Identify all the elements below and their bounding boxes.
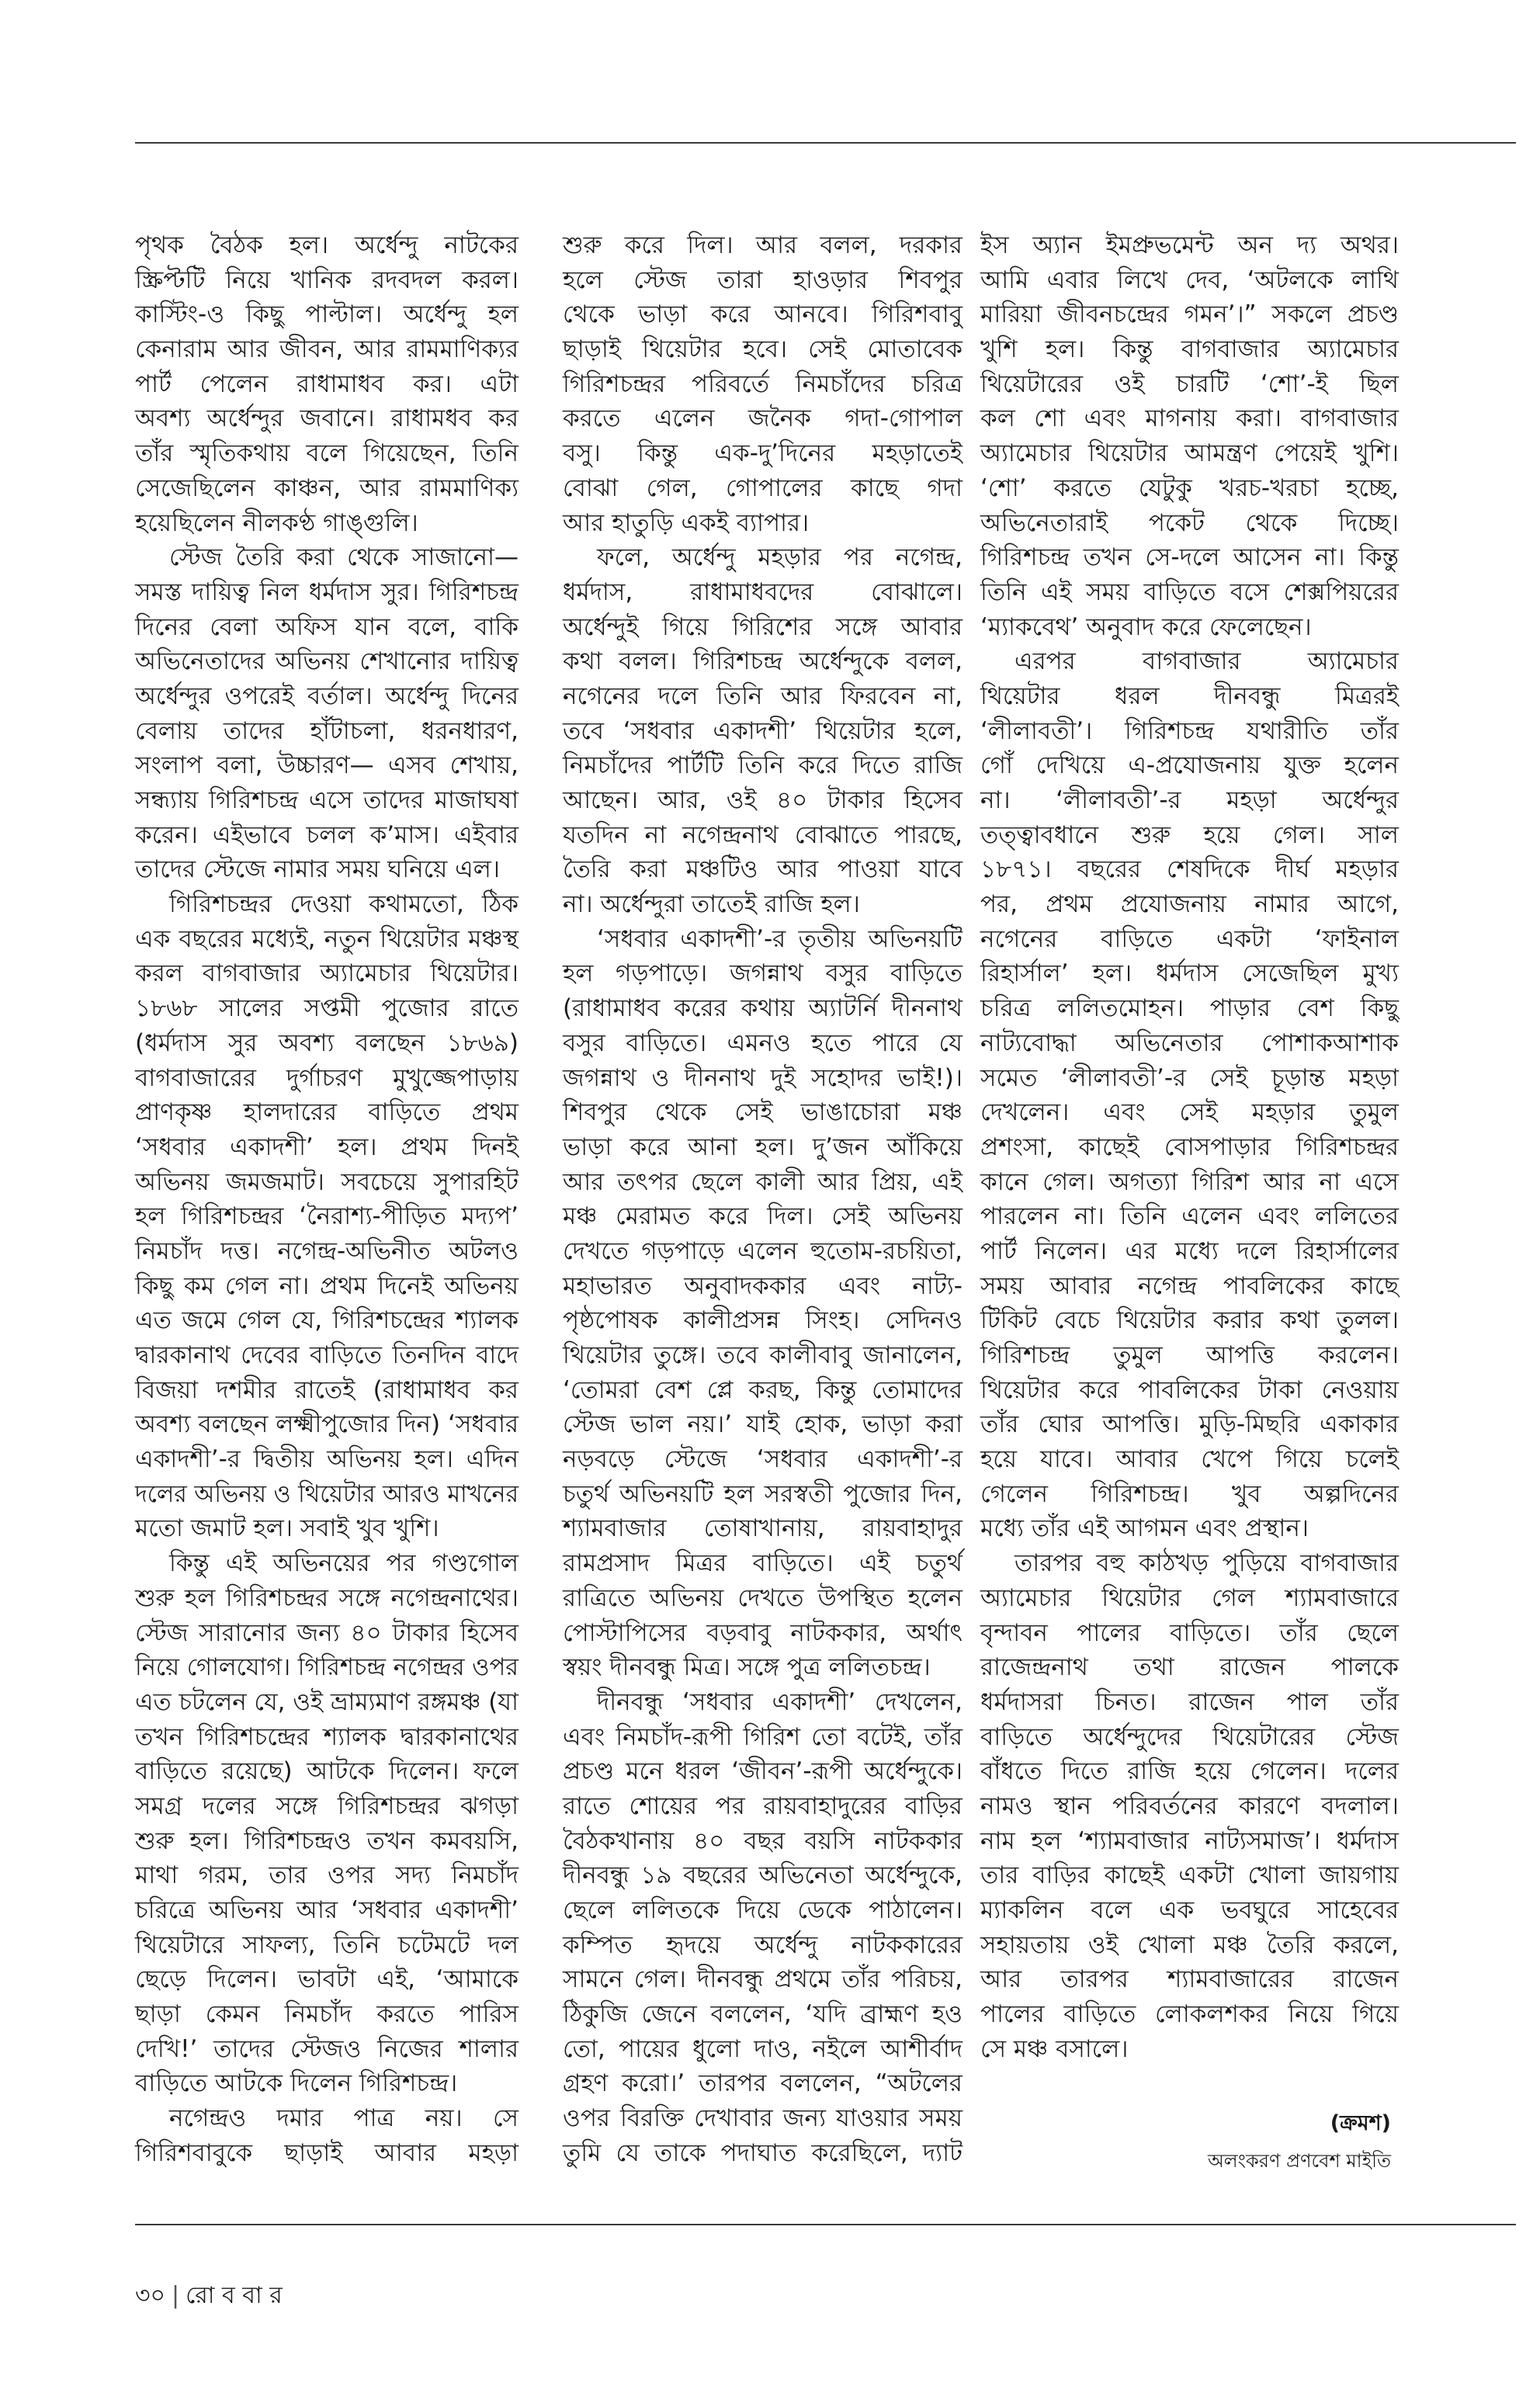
text-line: শিবপুর থেকে সেই ভাঙাচোরা মঞ্চ	[563, 1098, 962, 1127]
text-line: রামপ্রসাদ মিত্রর বাড়িতে। এই চতুর্থ	[563, 1549, 962, 1578]
article-column-3	[980, 228, 1399, 2066]
paragraph	[980, 644, 1399, 1546]
text-line: চরিত্রে অভিনয় আর ‘সধবার একাদশী’	[135, 1896, 519, 1924]
text-line: তখন গিরিশচন্দ্রের শ্যালক দ্বারকানাথের	[135, 1722, 519, 1751]
paragraph	[135, 2101, 519, 2170]
text-line: বেলায় তাদের হাঁটাচলা, ধরনধারণ,	[135, 716, 519, 745]
text-line: তার বাড়ির কাছেই একটা খোলা জায়গায়	[980, 1861, 1399, 1890]
text-line: সংলাপ বলা, উচ্চারণ— এসব শেখায়,	[135, 751, 519, 780]
top-rule	[135, 142, 1516, 144]
text-line: এত চটলেন যে, ওই ভ্রাম্যমাণ রঙ্গমঞ্চ (যা	[135, 1687, 519, 1716]
paragraph	[563, 1685, 962, 2171]
text-line: আর তারপর শ্যামবাজারের রাজেন	[980, 1965, 1399, 1994]
text-line: সমগ্র দলের সঙ্গে গিরিশচন্দ্রর ঝগড়া	[135, 1791, 519, 1820]
text-line: তাঁর স্মৃতিকথায় বলে গিয়েছেন, তিনি	[135, 439, 519, 468]
text-line: গ্রহণ করো।’ তারপর বললেন, “অটলের	[563, 2069, 962, 2098]
text-line: সেজেছিলেন কাঞ্চন, আর রামমাণিক্য	[135, 473, 519, 502]
text-line: মহাভারত অনুবাদককার এবং নাট্য-	[563, 1271, 962, 1300]
text-line: ধর্মদাসরা চিনত। রাজেন পাল তাঁর	[980, 1687, 1399, 1716]
text-line: জগন্নাথ ও দীননাথ দুই সহোদর ভাই!)।	[563, 1063, 962, 1092]
illustration-credit: অলংকরণ প্রণবেশ মাইতি	[1207, 2150, 1391, 2172]
text-line: রাতে শোয়ের পর রায়বাহাদুরের বাড়ির	[563, 1791, 962, 1820]
text-line: করেন। এইভাবে চলল ক’মাস। এইবার	[135, 820, 519, 849]
text-line: দলের অভিনয় ও থিয়েটার আরও মাখনের	[135, 1479, 519, 1508]
text-line: বাড়িতে রয়েছে) আটকে দিলেন। ফলে	[135, 1757, 519, 1786]
text-line: নামও স্থান পরিবর্তনের কারণে বদলাল।	[980, 1791, 1399, 1820]
text-line: তারপর বহু কাঠখড় পুড়িয়ে বাগবাজার	[1015, 1549, 1399, 1578]
text-line: ধর্মদাস, রাধামাধবদের বোঝালে।	[563, 577, 962, 606]
text-line: নিমচাঁদ দত্ত। নগেন্দ্র-অভিনীত অটলও	[135, 1236, 519, 1265]
text-line: রিহার্সাল’ হল। ধর্মদাস সেজেছিল মুখ্য	[980, 959, 1399, 988]
text-line: তুমি যে তাকে পদাঘাত করেছিলে, দ্যাট	[563, 2138, 962, 2167]
text-line: নাট্যবোদ্ধা অভিনেতার পোশাকআশাক	[980, 1028, 1399, 1057]
text-line: বৈঠকখানায় ৪০ বছর বয়সি নাটককার	[563, 1826, 962, 1855]
text-line: স্টেজ তৈরি করা থেকে সাজানো—	[169, 543, 519, 572]
text-line: মঞ্চ মেরামত করে দিল। সেই অভিনয়	[563, 1202, 962, 1231]
text-line: কিছু কম গেল না। প্রথম দিনেই অভিনয়	[135, 1271, 519, 1300]
text-line: তাঁর ঘোর আপত্তি। মুড়ি-মিছরি একাকার	[980, 1410, 1399, 1439]
footer-separator: |	[172, 2282, 180, 2309]
text-line: ছেড়ে দিলেন। ভাবটা এই, ‘আমাকে	[135, 1965, 519, 1994]
text-line: আর তৎপর ছেলে কালী আর প্রিয়, এই	[563, 1167, 962, 1196]
text-line: ইস অ্যান ইমপ্রুভমেন্ট অন দ্য অথর।	[980, 231, 1399, 259]
text-line: সে মঞ্চ বসালে।	[980, 2034, 1129, 2063]
text-line: থিয়েটার করে পাবলিকের টাকা নেওয়ায়	[980, 1375, 1399, 1404]
text-line: ‘সধবার একাদশী’-র তৃতীয় অভিনয়টি	[597, 924, 962, 953]
text-line: করল বাগবাজার অ্যামেচার থিয়েটার।	[135, 959, 519, 988]
article-column-2	[563, 228, 962, 2171]
paragraph	[980, 228, 1399, 644]
text-line: নগেন্দ্রও দমার পাত্র নয়। সে	[169, 2104, 519, 2133]
text-line: তৈরি করা মঞ্চটিও আর পাওয়া যাবে	[563, 855, 962, 884]
text-line: অর্ধেন্দুই গিয়ে গিরিশের সঙ্গে আবার	[563, 612, 962, 641]
text-line: তত্ত্বাবধানে শুরু হয়ে গেল। সাল	[980, 820, 1399, 849]
text-line: ‘লীলাবতী’। গিরিশচন্দ্র যথারীতি তাঁর	[980, 716, 1399, 745]
text-line: দেখতে গড়পাড়ে এলেন হুতোম-রচয়িতা,	[563, 1236, 962, 1265]
text-line: হয়েছিলেন নীলকণ্ঠ গাঙ্গুলি।	[135, 508, 418, 537]
paragraph	[563, 228, 962, 540]
text-line: প্রচণ্ড মনে ধরল ‘জীবন’-রূপী অর্ধেন্দুকে।	[563, 1757, 962, 1786]
paragraph	[135, 887, 519, 1546]
paragraph	[135, 228, 519, 540]
text-line: সমস্ত দায়িত্ব নিল ধর্মদাস সুর। গিরিশচন্দ্র	[135, 577, 519, 606]
text-line: থিয়েটারে সাফল্য, তিনি চটেমটে দল	[135, 1930, 519, 1959]
text-line: আমি এবার লিখে দেব, ‘অটলকে লাথি	[980, 265, 1399, 294]
text-line: ‘সধবার একাদশী’ হল। প্রথম দিনই	[135, 1132, 519, 1161]
text-line: বাড়িতে অর্ধেন্দুদের থিয়েটারের স্টেজ	[980, 1722, 1399, 1751]
text-line: ‘শো’ করতে যেটুকু খরচ-খরচা হচ্ছে,	[980, 473, 1399, 502]
text-line: মতো জমাট হল। সবাই খুব খুশি।	[135, 1514, 439, 1543]
text-line: আর হাতুড়ি একই ব্যাপার।	[563, 508, 810, 537]
text-line: দীনবন্ধু ১৯ বছরের অভিনেতা অর্ধেন্দুকে,	[563, 1861, 962, 1890]
text-line: শুরু করে দিল। আর বলল, দরকার	[563, 231, 962, 259]
text-line: গিরিশবাবুকে ছাড়াই আবার মহড়া	[135, 2138, 519, 2167]
text-line: স্টেজ সারানোর জন্য ৪০ টাকার হিসেব	[135, 1618, 519, 1647]
text-line: আছেন। আর, ওই ৪০ টাকার হিসেব	[563, 786, 962, 814]
text-line: ‘তোমরা বেশ প্লে করছ, কিন্তু তোমাদের	[563, 1375, 962, 1404]
text-line: গিরিশচন্দ্রর দেওয়া কথামতো, ঠিক	[169, 890, 519, 919]
text-line: মাথা গরম, তার ওপর সদ্য নিমচাঁদ	[135, 1861, 519, 1890]
text-line: অভিনয় জমজমাট। সবচেয়ে সুপারহিট	[135, 1167, 519, 1196]
text-line: অবশ্য অর্ধেন্দুর জবানে। রাধামধব কর	[135, 404, 519, 433]
text-line: থিয়েটার তুঙ্গে। তবে কালীবাবু জানালেন,	[563, 1341, 962, 1369]
text-line: কেনারাম আর জীবন, আর রামমাণিক্যর	[135, 335, 519, 364]
text-line: গিরিশচন্দ্রর পরিবর্তে নিমচাঁদের চরিত্র	[563, 369, 962, 398]
text-line: খুশি হল। কিন্তু বাগবাজার অ্যামেচার	[980, 335, 1399, 364]
text-line: (ধর্মদাস সুর অবশ্য বলছেন ১৮৬৯)	[135, 1028, 519, 1057]
text-line: ‘ম্যাকবেথ’ অনুবাদ করে ফেলেছেন।	[980, 612, 1312, 641]
text-line: দীনবন্ধু ‘সধবার একাদশী’ দেখলেন,	[597, 1687, 962, 1716]
text-line: হল গড়পাড়ে। জগন্নাথ বসুর বাড়িতে	[563, 959, 962, 988]
text-line: ভাড়া করে আনা হল। দু’জন আঁকিয়ে	[563, 1132, 962, 1161]
text-line: হলে স্টেজ তারা হাওড়ার শিবপুর	[563, 265, 962, 294]
text-line: নড়বড়ে স্টেজে ‘সধবার একাদশী’-র	[563, 1445, 962, 1474]
text-line: সমেত ‘লীলাবতী’-র সেই চূড়ান্ত মহড়া	[980, 1063, 1399, 1092]
text-line: তাদের স্টেজে নামার সময় ঘনিয়ে এল।	[135, 855, 500, 884]
text-line: যতদিন না নগেন্দ্রনাথ বোঝাতে পারছে,	[563, 820, 962, 849]
to-be-continued-note: (ক্রমশ)	[1330, 2111, 1391, 2135]
text-line: স্বয়ং দীনবন্ধু মিত্র। সঙ্গে পুত্র ললিতচন্দ্র।	[563, 1653, 931, 1682]
text-line: কল শো এবং মাগনায় করা। বাগবাজার	[980, 404, 1399, 433]
text-line: ছেলে ললিতকে দিয়ে ডেকে পাঠালেন।	[563, 1896, 962, 1924]
text-line: গিরিশচন্দ্র তুমুল আপত্তি করলেন।	[980, 1341, 1399, 1369]
text-line: ১৮৭১। বছরের শেষদিকে দীর্ঘ মহড়ার	[980, 855, 1399, 884]
text-line: রাত্রিতে অভিনয় দেখতে উপস্থিত হলেন	[563, 1583, 962, 1612]
text-line: সহায়তায় ওই খোলা মঞ্চ তৈরি করলে,	[980, 1930, 1399, 1959]
text-line: স্টেজ ভাল নয়।’ যাই হোক, ভাড়া করা	[563, 1410, 962, 1439]
text-line: প্রশংসা, কাছেই বোসপাড়ার গিরিশচন্দ্রর	[980, 1132, 1399, 1161]
bottom-rule	[135, 2224, 1516, 2225]
text-line: অ্যামেচার থিয়েটার গেল শ্যামবাজারে	[980, 1583, 1399, 1612]
text-line: বিজয়া দশমীর রাতেই (রাধামাধব কর	[135, 1375, 519, 1404]
text-line: হল গিরিশচন্দ্রর ‘নৈরাশ্য-পীড়িত মদ্যপ’	[135, 1202, 519, 1231]
text-line: ১৮৬৮ সালের সপ্তমী পুজোর রাতে	[135, 994, 519, 1023]
text-line: চরিত্র ললিতমোহন। পাড়ার বেশ কিছু	[980, 994, 1399, 1023]
text-line: রাজেন্দ্রনাথ তথা রাজেন পালকে	[980, 1653, 1399, 1682]
text-line: একাদশী’-র দ্বিতীয় অভিনয় হল। এদিন	[135, 1445, 519, 1474]
text-line: স্ক্রিপ্টটি নিয়ে খানিক রদবদল করল।	[135, 265, 519, 294]
text-line: অর্ধেন্দুর ওপরেই বর্তাল। অর্ধেন্দু দিনের	[135, 681, 519, 710]
text-line: পৃষ্ঠপোষক কালীপ্রসন্ন সিংহ। সেদিনও	[563, 1306, 962, 1335]
text-line: দ্বারকানাথ দেবের বাড়িতে তিনদিন বাদে	[135, 1341, 519, 1369]
text-line: টিকিট বেচে থিয়েটার করার কথা তুলল।	[980, 1306, 1399, 1335]
text-line: ছাড়াই থিয়েটার হবে। সেই মোতাবেক	[563, 335, 962, 364]
text-line: হয়ে যাবে। আবার খেপে গিয়ে চলেই	[980, 1445, 1399, 1474]
paragraph	[563, 922, 962, 1685]
text-line: শ্যামবাজার তোষাখানায়, রায়বাহাদুর	[563, 1514, 962, 1543]
text-line: না। ‘লীলাবতী’-র মহড়া অর্ধেন্দুর	[980, 786, 1399, 814]
text-line: বাঁধতে দিতে রাজি হয়ে গেলেন। দলের	[980, 1757, 1399, 1786]
text-line: (রাধামাধব করের কথায় অ্যাটর্নি দীননাথ	[563, 994, 962, 1023]
text-line: দেখলেন। এবং সেই মহড়ার তুমুল	[980, 1098, 1399, 1127]
text-line: শুরু হল। গিরিশচন্দ্রও তখন কমবয়সি,	[135, 1826, 519, 1855]
text-line: কম্পিত হৃদয়ে অর্ধেন্দু নাটককারের	[563, 1930, 962, 1959]
text-line: পোস্টাপিসের বড়বাবু নাটককার, অর্থাৎ	[563, 1618, 962, 1647]
text-line: বাড়িতে আটকে দিলেন গিরিশচন্দ্র।	[135, 2069, 458, 2098]
text-line: পর, প্রথম প্রযোজনায় নামার আগে,	[980, 890, 1399, 919]
text-line: সময় আবার নগেন্দ্র পাবলিকের কাছে	[980, 1271, 1399, 1300]
text-line: তবে ‘সধবার একাদশী’ থিয়েটার হলে,	[563, 716, 962, 745]
text-line: দেখি!’ তাদের স্টেজও নিজের শালার	[135, 2034, 519, 2063]
text-line: পার্ট নিলেন। এর মধ্যে দলে রিহার্সালের	[980, 1236, 1399, 1265]
text-line: এরপর বাগবাজার অ্যামেচার	[1015, 647, 1399, 676]
text-line: পৃথক বৈঠক হল। অর্ধেন্দু নাটকের	[135, 231, 519, 259]
text-line: না। অর্ধেন্দুরা তাতেই রাজি হল।	[563, 890, 860, 919]
text-line: সন্ধ্যায় গিরিশচন্দ্র এসে তাদের মাজাঘষা	[135, 786, 519, 814]
text-line: ঠিকুজি জেনে বললেন, ‘যদি ব্রাহ্মণ হও	[563, 2000, 962, 2029]
text-line: অবশ্য বলছেন লক্ষ্মীপুজোর দিন) ‘সধবার	[135, 1410, 519, 1439]
text-line: ফলে, অর্ধেন্দু মহড়ার পর নগেন্দ্র,	[597, 543, 962, 572]
article-column-1	[135, 228, 519, 2171]
text-line: বসুর বাড়িতে। এমনও হতে পারে যে	[563, 1028, 962, 1057]
text-line: পার্ট পেলেন রাধামাধব কর। এটা	[135, 369, 519, 398]
text-line: কাস্টিং-ও কিছু পাল্টাল। অর্ধেন্দু হল	[135, 300, 519, 329]
text-line: থিয়েটারের ওই চারটি ‘শো’-ই ছিল	[980, 369, 1399, 398]
text-line: তিনি এই সময় বাড়িতে বসে শেক্সপিয়রের	[980, 577, 1399, 606]
text-line: কথা বলল। গিরিশচন্দ্র অর্ধেন্দুকে বলল,	[563, 647, 962, 676]
text-line: মধ্যে তাঁর এই আগমন এবং প্রস্থান।	[980, 1514, 1309, 1543]
text-line: পারলেন না। তিনি এলেন এবং ললিতের	[980, 1202, 1399, 1231]
text-line: এবং নিমচাঁদ-রূপী গিরিশ তো বটেই, তাঁর	[563, 1722, 962, 1751]
text-line: দিনের বেলা অফিস যান বলে, বাকি	[135, 612, 519, 641]
text-line: এত জমে গেল যে, গিরিশচন্দ্রের শ্যালক	[135, 1306, 519, 1335]
text-line: অ্যামেচার থিয়েটার আমন্ত্রণ পেয়েই খুশি।	[980, 439, 1399, 468]
text-line: নিমচাঁদের পার্টটি তিনি করে দিতে রাজি	[563, 751, 962, 780]
text-line: নগেনের দলে তিনি আর ফিরবেন না,	[563, 681, 962, 710]
text-line: গেলেন গিরিশচন্দ্র। খুব অল্পদিনের	[980, 1479, 1399, 1508]
text-line: চতুর্থ অভিনয়টি হল সরস্বতী পুজোর দিন,	[563, 1479, 962, 1508]
text-line: বৃন্দাবন পালের বাড়িতে। তাঁর ছেলে	[980, 1618, 1399, 1647]
paragraph	[135, 540, 519, 887]
text-line: অভিনেতারাই পকেট থেকে দিচ্ছে।	[980, 508, 1399, 537]
paragraph	[563, 540, 962, 922]
text-line: নাম হল ‘শ্যামবাজার নাট্যসমাজ’। ধর্মদাস	[980, 1826, 1399, 1855]
text-line: ওপর বিরক্তি দেখাবার জন্য যাওয়ার সময়	[563, 2104, 962, 2133]
magazine-name: রো ব বা র	[186, 2282, 283, 2309]
text-line: তো, পায়ের ধুলো দাও, নইলে আশীর্বাদ	[563, 2034, 962, 2063]
text-line: মারিয়া জীবনচন্দ্রের গমন’।” সকলে প্রচণ্ড	[980, 300, 1399, 329]
text-line: সামনে গেল। দীনবন্ধু প্রথমে তাঁর পরিচয়,	[563, 1965, 962, 1994]
text-line: ম্যাকলিন বলে এক ভবঘুরে সাহেবের	[980, 1896, 1399, 1924]
text-line: প্রাণকৃষ্ণ হালদারের বাড়িতে প্রথম	[135, 1098, 519, 1127]
text-line: নগেনের বাড়িতে একটা ‘ফাইনাল	[980, 924, 1399, 953]
text-line: বসু। কিন্তু এক-দু’দিনের মহড়াতেই	[563, 439, 962, 468]
page-number: ৩০	[135, 2282, 166, 2309]
text-line: থিয়েটার ধরল দীনবন্ধু মিত্ররই	[980, 681, 1399, 710]
text-line: পালের বাড়িতে লোকলশকর নিয়ে গিয়ে	[980, 2000, 1399, 2029]
text-line: গিরিশচন্দ্র তখন সে-দলে আসেন না। কিন্তু	[980, 543, 1399, 572]
text-line: থেকে ভাড়া করে আনবে। গিরিশবাবু	[563, 300, 962, 329]
text-line: গোঁ দেখিয়ে এ-প্রযোজনায় যুক্ত হলেন	[980, 751, 1399, 780]
text-line: ছাড়া কেমন নিমচাঁদ করতে পারিস	[135, 2000, 519, 2029]
paragraph	[980, 1546, 1399, 2066]
paragraph	[135, 1546, 519, 2101]
text-line: এক বছরের মধ্যেই, নতুন থিয়েটার মঞ্চস্থ	[135, 924, 519, 953]
text-line: নিয়ে গোলযোগ। গিরিশচন্দ্র নগেন্দ্রর ওপর	[135, 1653, 519, 1682]
text-line: অভিনেতাদের অভিনয় শেখানোর দায়িত্ব	[135, 647, 519, 676]
text-line: করতে এলেন জনৈক গদা-গোপাল	[563, 404, 962, 433]
text-line: বাগবাজারের দুর্গাচরণ মুখুজ্জেপাড়ায়	[135, 1063, 519, 1092]
text-line: কানে গেল। অগত্যা গিরিশ আর না এসে	[980, 1167, 1399, 1196]
page-footer	[135, 2280, 283, 2311]
text-line: কিন্তু এই অভিনয়ের পর গণ্ডগোল	[169, 1549, 519, 1578]
text-line: শুরু হল গিরিশচন্দ্রর সঙ্গে নগেন্দ্রনাথের।	[135, 1583, 519, 1612]
text-line: বোঝা গেল, গোপালের কাছে গদা	[563, 473, 962, 502]
